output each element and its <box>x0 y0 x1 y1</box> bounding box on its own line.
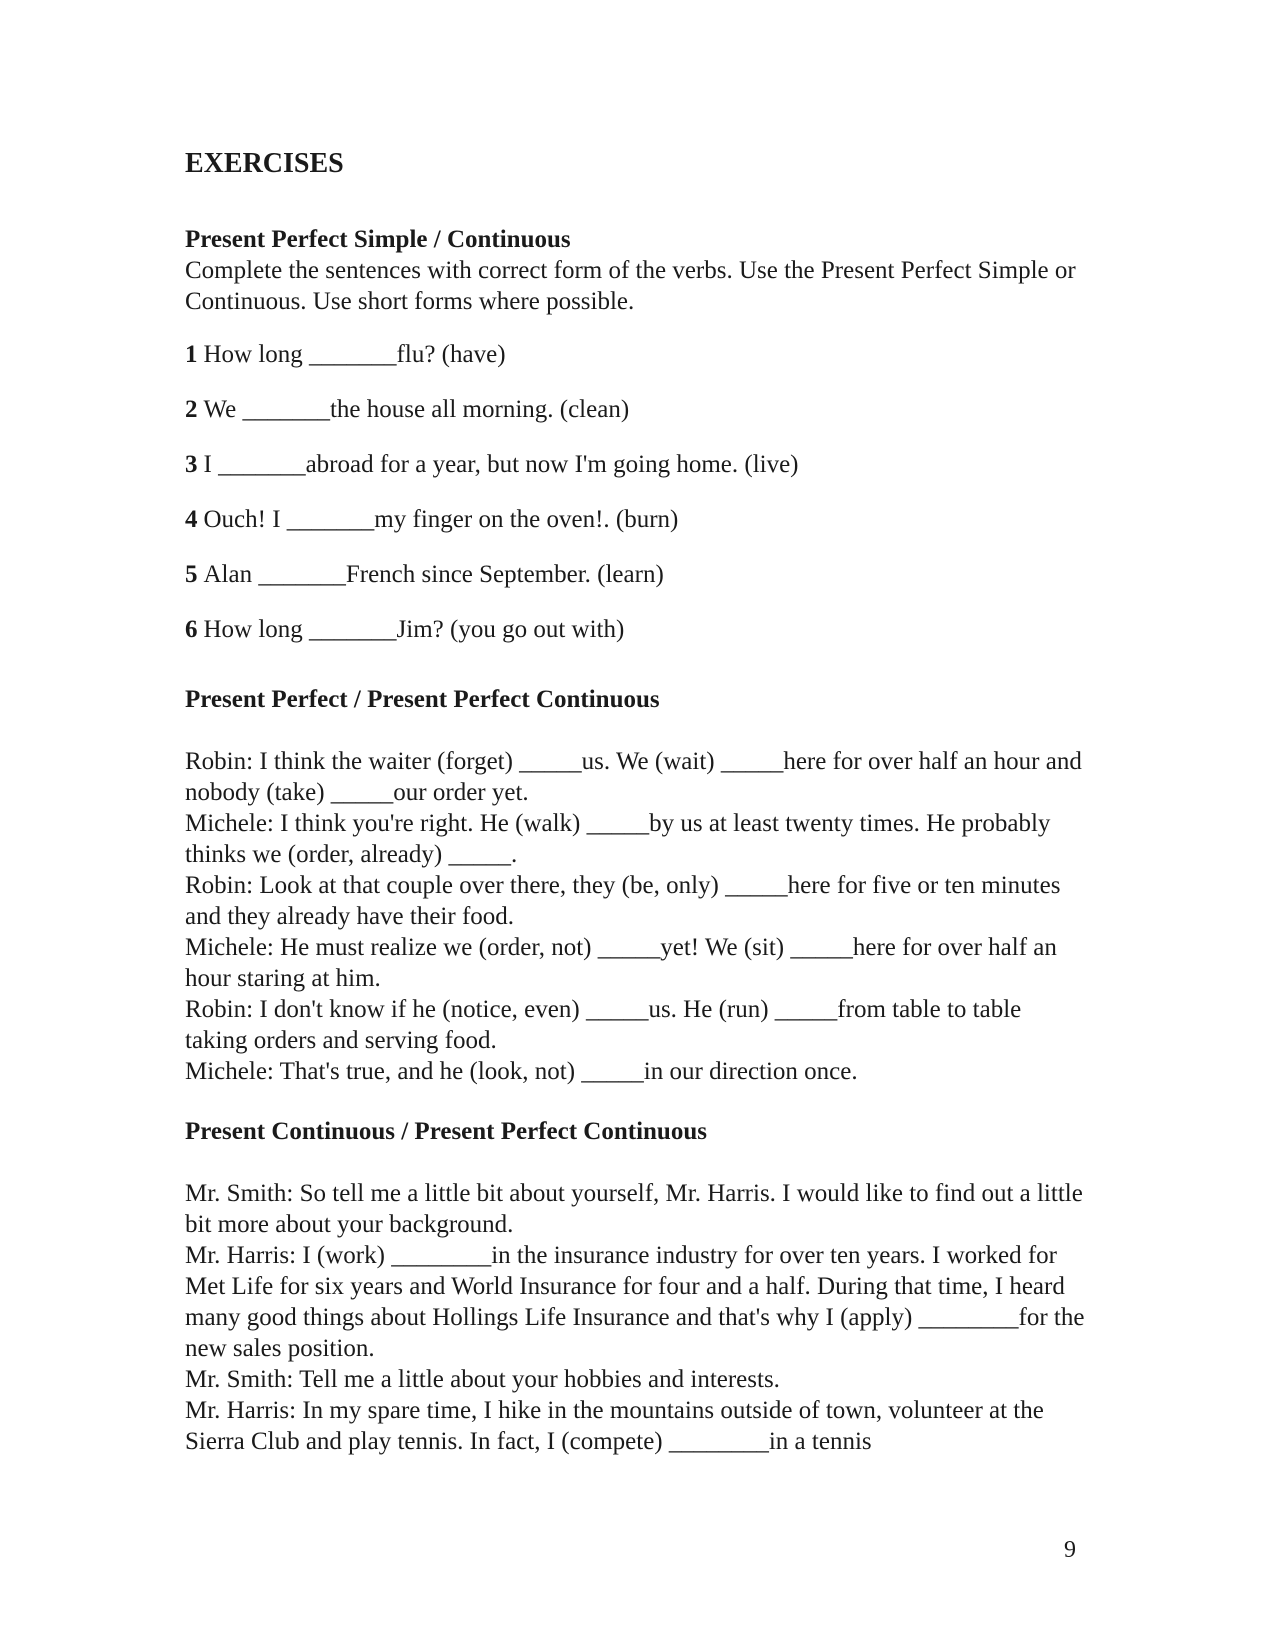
section-present-perfect-simple-continuous <box>185 225 1085 645</box>
exercise-item <box>185 394 1085 425</box>
exercise-text: How long _______flu? (have) <box>203 341 506 368</box>
section-present-continuous-vs-perfect-continuous <box>185 1117 1085 1457</box>
exercise-text: How long _______Jim? (you go out with) <box>203 616 625 643</box>
dialog-line: Michele: He must realize we (order, not) _____yet! We (sit) _____here for over half an hour staring at him. <box>185 934 1057 992</box>
section-heading: Present Perfect Simple / Continuous <box>185 226 571 253</box>
exercise-number: 3 <box>185 451 198 478</box>
dialog-line: Robin: Look at that couple over there, they (be, only) _____here for five or ten minutes and they already have their food. <box>185 872 1061 930</box>
section-heading: Present Perfect / Present Perfect Continuous <box>185 686 660 713</box>
section-present-perfect-vs-continuous <box>185 685 1085 1087</box>
section-heading: Present Continuous / Present Perfect Continuous <box>185 1118 707 1145</box>
page-content <box>185 147 1085 1457</box>
exercise-text: Alan _______French since September. (learn) <box>203 561 664 588</box>
exercise-number: 2 <box>185 396 198 423</box>
exercise-number: 4 <box>185 506 198 533</box>
exercise-text: We _______the house all morning. (clean) <box>203 396 630 423</box>
dialog-line: Mr. Harris: In my spare time, I hike in the mountains outside of town, volunteer at the Sierra Club and play tennis. In fact, I (compete) ________in a tennis <box>185 1397 1044 1455</box>
exercise-number: 1 <box>185 341 198 368</box>
dialog-line: Mr. Harris: I (work) ________in the insurance industry for over ten years. I worked for Met Life for six years and World Insurance for four and a half. During that time, I heard many good things about Hollings Life Insurance and that's why I (apply) ________for the new sales position. <box>185 1242 1085 1362</box>
exercise-number: 6 <box>185 616 198 643</box>
dialog-line: Michele: That's true, and he (look, not) _____in our direction once. <box>185 1058 858 1085</box>
dialog-line: Mr. Smith: So tell me a little bit about yourself, Mr. Harris. I would like to find out a little bit more about your background. <box>185 1180 1083 1238</box>
dialog <box>185 1178 1085 1457</box>
exercise-number: 5 <box>185 561 198 588</box>
exercise-text: Ouch! I _______my finger on the oven!. (burn) <box>203 506 679 533</box>
exercise-text: I _______abroad for a year, but now I'm going home. (live) <box>203 451 799 478</box>
dialog <box>185 746 1085 1087</box>
exercise-item <box>185 449 1085 480</box>
exercise-list <box>185 339 1085 645</box>
dialog-line: Robin: I don't know if he (notice, even) _____us. He (run) _____from table to table taking orders and serving food. <box>185 996 1022 1054</box>
dialog-line: Robin: I think the waiter (forget) _____us. We (wait) _____here for over half an hour and nobody (take) _____our order yet. <box>185 748 1082 806</box>
exercise-item <box>185 504 1085 535</box>
instructions: Complete the sentences with correct form of the verbs. Use the Present Perfect Simple or Continuous. Use short forms where possible. <box>185 257 1076 315</box>
exercise-item <box>185 614 1085 645</box>
dialog-line: Michele: I think you're right. He (walk) _____by us at least twenty times. He probably thinks we (order, already) _____. <box>185 810 1051 868</box>
page-number: 9 <box>1064 1537 1076 1563</box>
page-title: EXERCISES <box>185 148 344 179</box>
exercise-item <box>185 559 1085 590</box>
exercise-item <box>185 339 1085 370</box>
dialog-line: Mr. Smith: Tell me a little about your hobbies and interests. <box>185 1366 780 1393</box>
